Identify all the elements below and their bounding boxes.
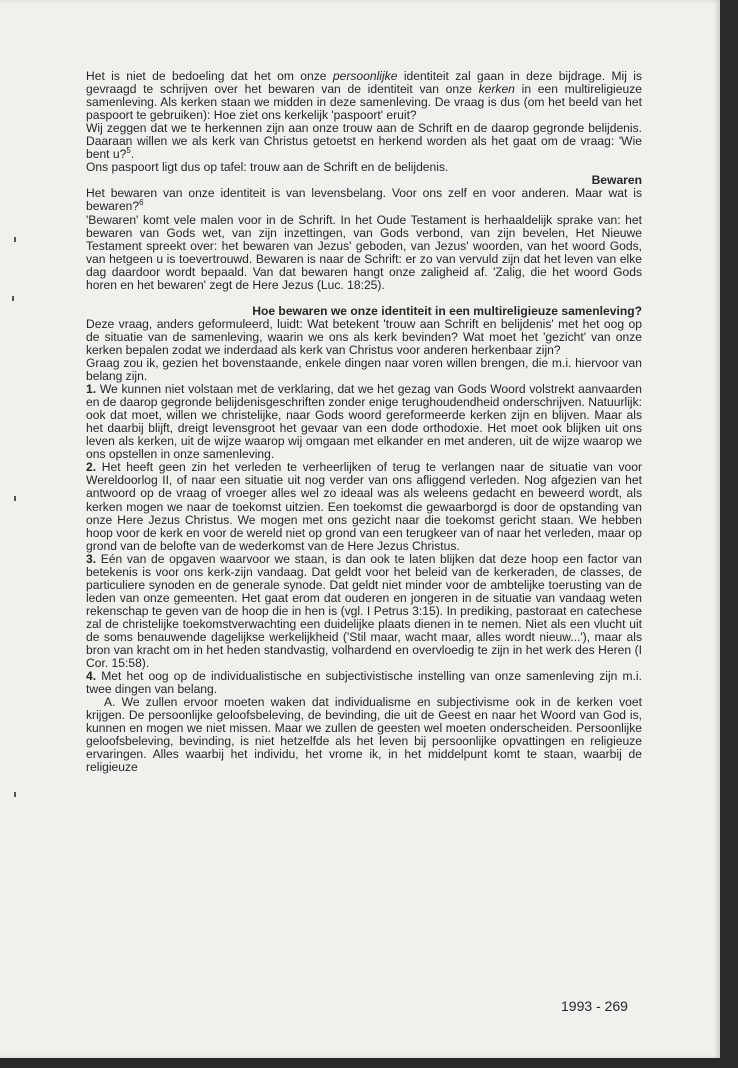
margin-mark [14, 792, 16, 797]
paragraph-levensbelang [86, 187, 642, 213]
text-run: Wij zeggen dat we te herkennen zijn aan onze trouw aan de Schrift en de daarop gegronde belijdenis. Daaraan willen we als kerk van Christus getoetst en herkend worden als het gaat om de vraag: 'Wie bent u? [86, 121, 642, 162]
paragraph-graag: Graag zou ik, gezien het bovenstaande, enkele dingen naar voren willen brengen, die m.i. hiervoor van belang zijn. [86, 355, 642, 384]
list-number: 2. [86, 460, 97, 475]
section-heading-bewaren: Bewaren [591, 173, 642, 188]
list-item-text: We kunnen niet volstaan met de verklaring, dat we het gezag van Gods Woord volstrekt aanvaarden en de daarop gegronde belijdenisgeschriften zonder enige terughoudendheid onderschrijven. Natuurlijk: ook dat moet, willen we christelijke, naar Gods woord gereformeerde kerken zijn en blijven. Maar als het daarbij blijft, dreigt levensgroot het gevaar van een dode orthodoxie. Het moet ook blijken uit ons leven als kerken, uit de wijze waarop wij omgaan met elkander en met anderen, uit de wijze waarop we ons opstellen in onze samenleving. [86, 382, 642, 462]
list-item-text: Het heeft geen zin het verleden te verheerlijken of terug te verlangen naar de situatie van voor Wereldoorlog II, of naar een situatie uit nog verder van ons afliggend verleden. Nog afgezien van het antwoord op de vraag of vroeger alles wel zo ideaal was als weleens gedacht en beweerd wordt, als kerken mogen we naar de toekomst uitzien. Een toekomst die gewaarborgd is door de opstanding van onze Here Jezus Christus. We mogen met ons gezicht naar die toekomst gericht staan. We hebben hoop voor de kerk en voor de wereld niet op grond van een terugkeer van of naar het verleden, maar op grond van de belofte van de wederkomst van de Here Jezus Christus. [86, 460, 642, 553]
body-text [86, 70, 642, 774]
list-number: 3. [86, 551, 97, 566]
footnote-ref: 6 [139, 198, 144, 208]
list-item-text: Met het oog op de individualistische en subjectivistische instelling van onze samenleving zijn m.i. twee dingen van belang. [86, 669, 642, 697]
list-item [86, 670, 642, 696]
margin-mark [14, 496, 16, 501]
emphasis-text: persoonlijke [332, 69, 398, 83]
paragraph-paspoort: Ons paspoort ligt dus op tafel: trouw aan de Schrift en de belijdenis. [86, 160, 449, 175]
page-number: 1993 - 269 [561, 998, 628, 1014]
emphasis-text: kerken [478, 82, 515, 97]
footnote-ref: 5 [126, 146, 131, 156]
text-run: identiteit zal gaan in deze bijdrage. Mij is gevraagd te schrijven over het bewaren van de identiteit van onze [86, 69, 642, 97]
paragraph-vraag: Deze vraag, anders geformuleerd, luidt: Wat betekent 'trouw aan Schrift en belijdenis' met het oog op de situatie van de samenleving, waarin we ons als kerk bevinden? Wat moet het 'gezicht' van onze kerken bepalen zodat we inderdaad als kerk van Christus voor anderen herkenbaar zijn? [86, 316, 642, 357]
paragraph-intro [86, 70, 642, 122]
section-heading-identiteit: Hoe bewaren we onze identiteit in een multireligieuze samenleving? [252, 303, 642, 318]
paragraph-bewaren-schrift: 'Bewaren' komt vele malen voor in de Schrift. In het Oude Testament is herhaaldelijk sprake van: het bewaren van Gods wet, van zijn inzettingen, van Gods verbond, van zijn bevelen, Het Nieuwe Testament spreekt over: het bewaren van Jezus' geboden, van Jezus' woorden, van het woord Gods, van hetgeen u is toevertrouwd. Bewaren is naar de Schrift: er zo van vervuld zijn dat het leven van elke dag daardoor wordt bepaald. Van dat bewaren hangt onze zaligheid af. 'Zalig, die het woord Gods horen en het bewaren' zegt de Here Jezus (Luc. 18:25). [86, 212, 642, 292]
list-item-text: Eén van de opgaven waarvoor we staan, is dan ook te laten blijken dat deze hoop een factor van betekenis is voor ons kerk-zijn vandaag. Dat geldt voor het beleid van de kerkeraden, de classes, de particuliere synoden en de generale synode. Dat geldt niet minder voor de ambtelijke toerusting van de leden van onze gemeenten. Het gaat erom dat ouderen en jongeren in de situatie van vandaag weten rekenschap te geven van de hoop die in hen is (vgl. I Petrus 3:15). In prediking, pastoraat en catechese zal de christelijke toekomstverwachting een duidelijke plaats dienen in te nemen. Niet als een vlucht uit de soms benauwende dagelijkse werkelijkheid ('Stil maar, wacht maar, alles wordt nieuw...'), maar als bron van kracht om in het heden standvastig, volhardend en overvloedig te zijn in het werk des Heren (I Cor. 15:58). [86, 551, 642, 671]
text-run: Het bewaren van onze identiteit is van levensbelang. Voor ons zelf en voor anderen. Maar wat is bewaren? [86, 186, 642, 214]
text-run: . [130, 147, 135, 162]
margin-mark [14, 237, 16, 242]
text-run: in een multireligieuze samenleving. Als kerken staan we midden in deze samenleving. De vraag is dus (om het beeld van het paspoort te gebruiken): Hoe ziet ons kerkelijk 'paspoort' eruit? [86, 82, 642, 123]
list-number: 4. [86, 669, 97, 684]
list-item [86, 461, 642, 552]
margin-mark [12, 296, 14, 301]
paragraph-wie-bent-u [86, 122, 642, 161]
list-item [86, 383, 642, 461]
text-run: Het is niet de bedoeling dat het om onze [86, 69, 333, 83]
list-number: 1. [86, 382, 97, 397]
list-subitem: A. We zullen ervoor moeten waken dat individualisme en subjectivisme ook in de kerken voet krijgen. De persoonlijke geloofsbeleving, de bevinding, die uit de Geest en naar het Woord van God is, kunnen en mogen we niet missen. Maar we zullen de geesten wel moeten onderscheiden. Persoonlijke geloofsbeleving, bevinding, is niet hetzelfde als het leven bij persoonlijke opvattingen en religieuze ervaringen. Alles waarbij het individu, het vrome ik, in het middelpunt komt te staan, waarbij de religieuze [86, 695, 642, 775]
list-item [86, 553, 642, 670]
